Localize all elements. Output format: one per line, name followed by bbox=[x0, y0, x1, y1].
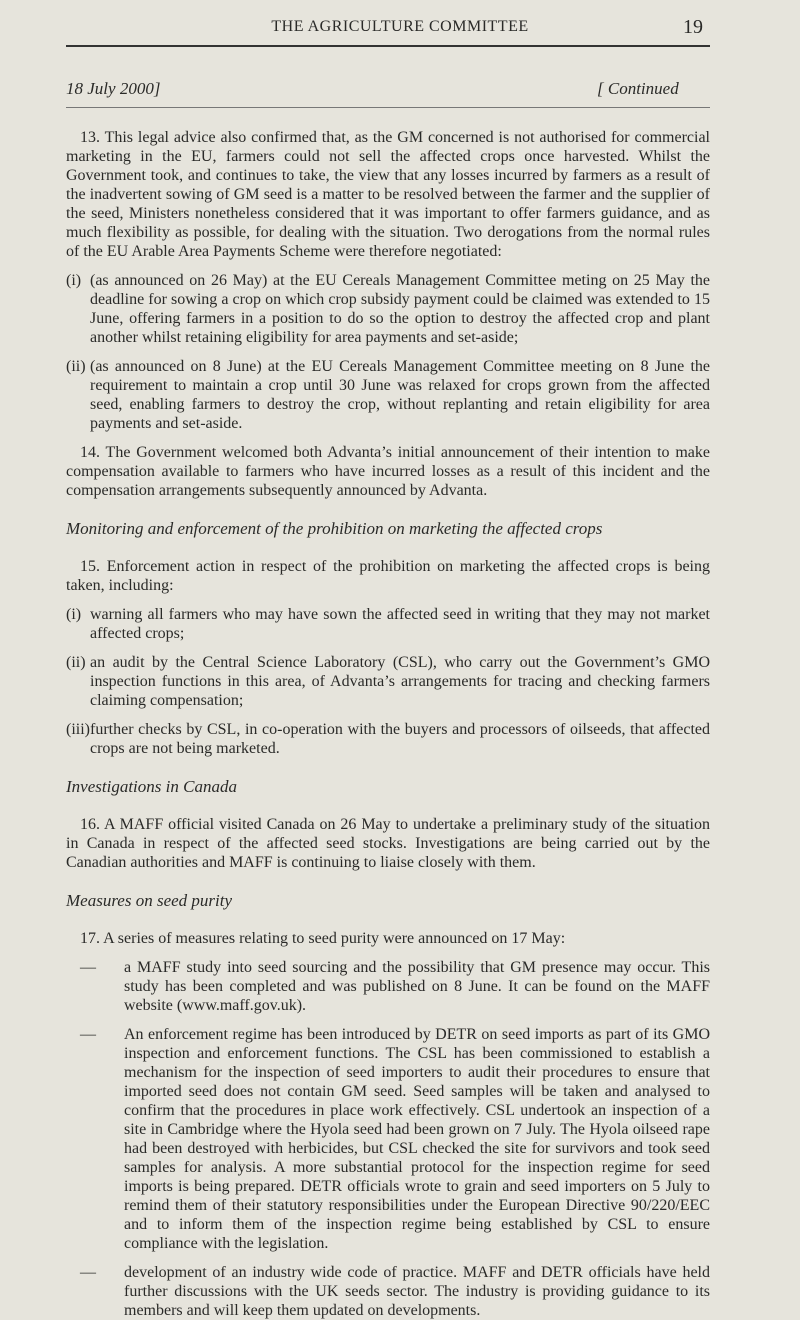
section-heading-seed-purity: Measures on seed purity bbox=[66, 891, 233, 910]
header-rule bbox=[66, 45, 710, 47]
session-date: 18 July 2000] bbox=[66, 79, 161, 98]
list-item-text: further checks by CSL, in co-operation with the buyers and processors of oilseeds, that affected crops are not being marketed. bbox=[90, 721, 710, 757]
paragraph-16: 16. A MAFF official visited Canada on 26 May to undertake a preliminary study of the situation in Canada in respect of the affected seed stocks. Investigations are being carried out by the Canadian authorities and MAFF is continuing to liaise closely with them. bbox=[66, 816, 710, 871]
list-item-text: a MAFF study into seed sourcing and the possibility that GM presence may occur. This study has been completed and was published on 8 June. It can be found on the MAFF website (www.maff.gov.uk). bbox=[124, 959, 710, 1014]
list-item-number: (ii) bbox=[66, 654, 86, 671]
list-item bbox=[66, 958, 710, 1015]
list-item bbox=[66, 1263, 710, 1320]
paragraph-15: 15. Enforcement action in respect of the prohibition on marketing the affected crops is being taken, including: bbox=[66, 558, 710, 594]
paragraph-13: 13. This legal advice also confirmed that, as the GM concerned is not authorised for commercial marketing in the EU, farmers could not sell the affected crops once harvested. Whilst the Government took, and continues to take, the view that any losses incurred by farmers as a result of the inadvertent sowing of GM seed is a matter to be resolved between the farmer and the supplier of the seed, Ministers nonetheless considered that it was important to offer farmers guidance, and as much flexibility as possible, for dealing with the situation. Two derogations from the normal rules of the EU Arable Area Payments Scheme were therefore negotiated: bbox=[66, 129, 710, 260]
list-bullet: — bbox=[80, 1264, 96, 1281]
running-header-title: THE AGRICULTURE COMMITTEE bbox=[271, 18, 529, 35]
list-item-text: (as announced on 8 June) at the EU Cereals Management Committee meeting on 8 June the requirement to maintain a crop until 30 June was relaxed for crops grown from the affected seed, enabling farmers to destroy the crop, without replanting and retain eligibility for area payments and set-aside. bbox=[90, 358, 710, 432]
list-item-text: (as announced on 26 May) at the EU Cereals Management Committee meting on 25 May the deadline for sowing a crop on which crop subsidy payment could be claimed was extended to 15 June, offering farmers in a position to do so the option to destroy the affected crop and plant another whilst retaining eligibility for area payments and set-aside; bbox=[90, 272, 710, 346]
page-number: 19 bbox=[683, 16, 703, 38]
list-item-number: (i) bbox=[66, 272, 82, 289]
header-divider bbox=[66, 107, 710, 108]
list-item bbox=[66, 605, 710, 643]
document-body bbox=[66, 128, 710, 1320]
continued-label: [ Continued bbox=[597, 79, 679, 98]
list-item bbox=[66, 357, 710, 433]
section-heading-monitoring: Monitoring and enforcement of the prohibition on marketing the affected crops bbox=[66, 519, 603, 538]
list-item-number: (i) bbox=[66, 606, 82, 623]
list-item bbox=[66, 271, 710, 347]
list-item-text: an audit by the Central Science Laboratory (CSL), who carry out the Government’s GMO inspection functions in this area, of Advanta’s arrangements for tracing and checking farmers claiming compensation; bbox=[90, 654, 710, 709]
paragraph-14: 14. The Government welcomed both Advanta’s initial announcement of their intention to make compensation available to farmers who have incurred losses as a result of this incident and the compensation arrangements subsequently announced by Advanta. bbox=[66, 444, 710, 499]
list-item-text: An enforcement regime has been introduced by DETR on seed imports as part of its GMO inspection and enforcement functions. The CSL has been commissioned to establish a mechanism for the inspection of seed importers to audit their procedures to ensure that imported seed does not contain GM seed. Seed samples will be taken and analysed to confirm that the procedures in place work effectively. CSL undertook an inspection of a site in Cambridge where the Hyola seed had been grown on 7 July. The Hyola oilseed rape had been destroyed with herbicides, but CSL checked the site for survivors and took seed samples for analysis. A more substantial protocol for the inspection regime for seed imports is being prepared. DETR officials wrote to grain and seed importers on 5 July to remind them of their statutory responsibilities under the European Directive 90/220/EEC and to inform them of the inspection regime being established by CSL to ensure compliance with the legislation. bbox=[124, 1026, 710, 1252]
list-item-number: (ii) bbox=[66, 358, 86, 375]
section-heading-canada: Investigations in Canada bbox=[66, 777, 237, 796]
list-item bbox=[66, 720, 710, 758]
paragraph-17: 17. A series of measures relating to seed purity were announced on 17 May: bbox=[80, 930, 566, 947]
list-bullet: — bbox=[80, 959, 96, 976]
list-item bbox=[66, 1025, 710, 1253]
list-bullet: — bbox=[80, 1026, 96, 1043]
list-item bbox=[66, 653, 710, 710]
list-item-text: warning all farmers who may have sown the affected seed in writing that they may not market affected crops; bbox=[90, 606, 710, 642]
list-item-number: (iii) bbox=[66, 721, 90, 738]
list-item-text: development of an industry wide code of practice. MAFF and DETR officials have held further discussions with the UK seeds sector. The industry is providing guidance to its members and will keep them updated on developments. bbox=[124, 1264, 710, 1319]
